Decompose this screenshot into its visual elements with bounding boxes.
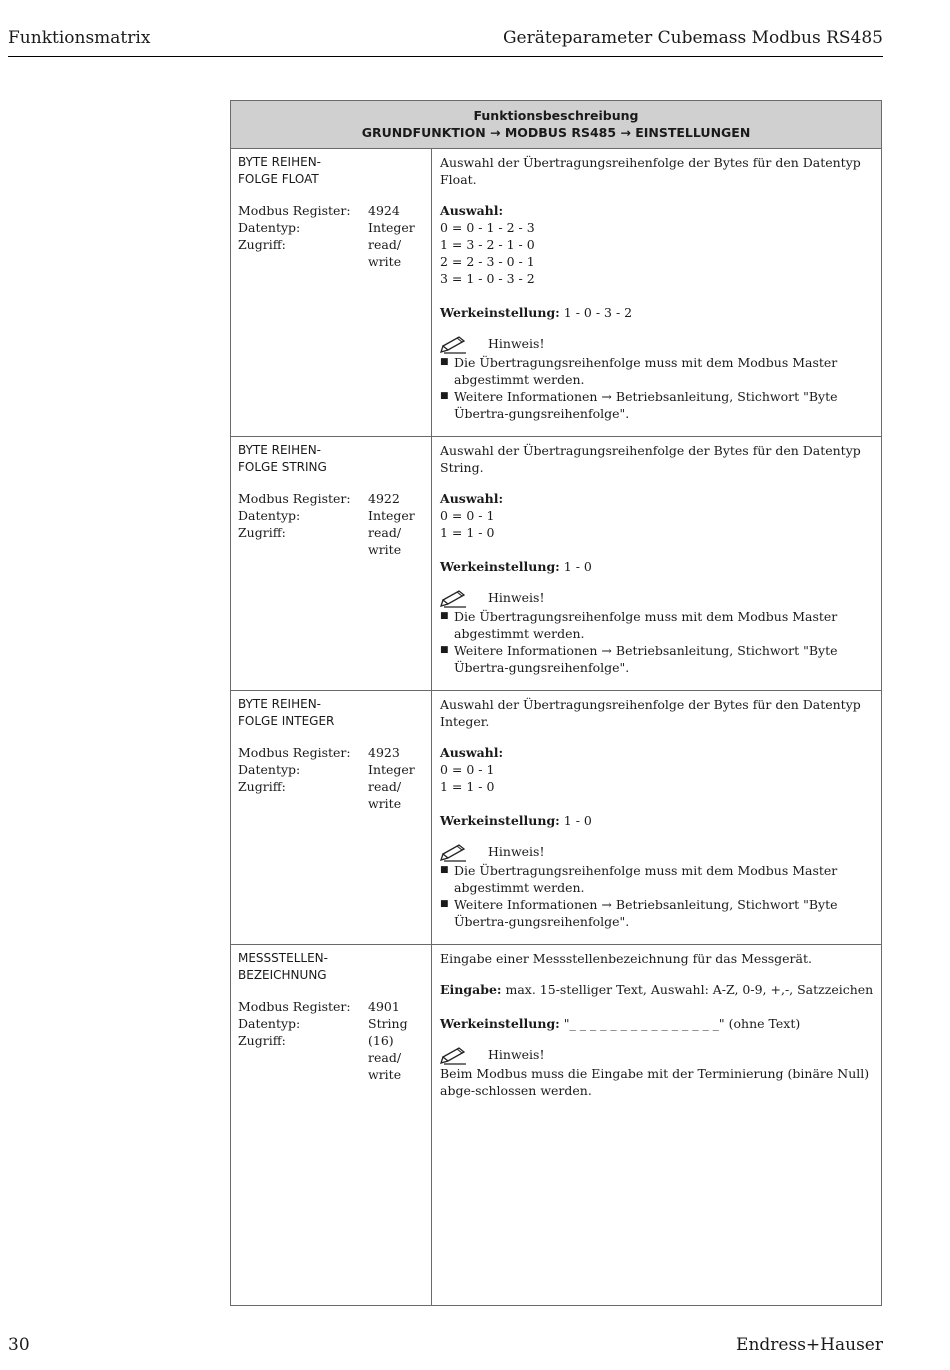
datatype-label: Datentyp:	[238, 1016, 301, 1031]
datatype-value: Integer	[368, 220, 415, 235]
list-item: ■ Die Übertragungsreihenfolge muss mit dem Modbus Master abgestimmt werden.	[440, 863, 838, 895]
parameter-info	[238, 154, 424, 270]
brand-name: Endress+Hauser	[736, 1335, 883, 1355]
parameter-description	[440, 696, 876, 930]
bullet-icon: ■	[440, 899, 449, 909]
default-setting	[440, 304, 876, 321]
description-text: Auswahl der Übertragungsreihenfolge der Bytes für den Datentyp Float.	[440, 155, 861, 187]
table-header-path: GRUNDFUNKTION → MODBUS RS485 → EINSTELLUNGEN	[361, 125, 751, 140]
default-setting	[440, 1015, 876, 1032]
default-value: 1 - 0 - 3 - 2	[559, 305, 633, 320]
default-label: Werkeinstellung:	[440, 305, 560, 320]
page-number: 30	[8, 1335, 30, 1355]
access-value: read/	[368, 237, 402, 252]
list-item: ■ Die Übertragungsreihenfolge muss mit dem Modbus Master abgestimmt werden.	[440, 609, 838, 641]
datatype-label: Datentyp:	[238, 220, 301, 235]
note-heading	[440, 841, 876, 862]
input-spec	[440, 981, 876, 998]
option-item: 0 = 0 - 1 - 2 - 3	[440, 220, 535, 235]
bullet-icon: ■	[440, 357, 449, 367]
note-heading	[440, 1044, 876, 1065]
description-text: Eingabe einer Messstellenbezeichnung für das Messgerät.	[440, 951, 812, 966]
option-item: 3 = 1 - 0 - 3 - 2	[440, 271, 535, 286]
selection-label: Auswahl:	[440, 745, 504, 760]
description-text: Auswahl der Übertragungsreihenfolge der Bytes für den Datentyp String.	[440, 443, 861, 475]
parameter-description	[440, 154, 876, 422]
input-label: Eingabe:	[440, 982, 502, 997]
datatype-value: String	[368, 1016, 408, 1031]
option-item: 0 = 0 - 1	[440, 762, 495, 777]
page-header-title: Geräteparameter Cubemass Modbus RS485	[502, 28, 883, 48]
option-item: 1 = 1 - 0	[440, 525, 495, 540]
parameter-title: BEZEICHNUNG	[238, 968, 327, 982]
option-item: 1 = 3 - 2 - 1 - 0	[440, 237, 535, 252]
function-table	[230, 100, 882, 1306]
default-label: Werkeinstellung:	[440, 1016, 560, 1031]
parameter-title: BYTE REIHEN-	[238, 697, 322, 711]
selection-label: Auswahl:	[440, 203, 504, 218]
datatype-label: Datentyp:	[238, 762, 301, 777]
list-item: ■ Weitere Informationen → Betriebsanleitung, Stichwort "Byte Übertra-gungsreihenfolge".	[440, 897, 838, 929]
datatype-value: (16)	[368, 1033, 394, 1048]
table-header-title: Funktionsbeschreibung	[473, 108, 639, 123]
access-value: write	[368, 796, 402, 811]
default-setting	[440, 812, 876, 829]
list-item: ■ Weitere Informationen → Betriebsanleitung, Stichwort "Byte Übertra-gungsreihenfolge".	[440, 389, 838, 421]
list-item: ■ Die Übertragungsreihenfolge muss mit dem Modbus Master abgestimmt werden.	[440, 355, 838, 387]
register-value: 4924	[368, 203, 400, 218]
default-label: Werkeinstellung:	[440, 559, 560, 574]
parameter-info	[238, 442, 424, 558]
parameter-description	[440, 950, 876, 1099]
parameter-info	[238, 950, 424, 1083]
default-label: Werkeinstellung:	[440, 813, 560, 828]
access-label: Zugriff:	[238, 525, 286, 540]
bullet-icon: ■	[440, 865, 449, 875]
parameter-title: FOLGE FLOAT	[238, 172, 319, 186]
note-label: Hinweis!	[488, 336, 545, 351]
parameter-title: FOLGE INTEGER	[238, 714, 335, 728]
list-item: ■ Weitere Informationen → Betriebsanleitung, Stichwort "Byte Übertra-gungsreihenfolge".	[440, 643, 838, 675]
default-value: "_ _ _ _ _ _ _ _ _ _ _ _ _ _ _" (ohne Text)	[559, 1016, 801, 1031]
description-text: Auswahl der Übertragungsreihenfolge der Bytes für den Datentyp Integer.	[440, 697, 861, 729]
access-value: write	[368, 254, 402, 269]
note-heading	[440, 333, 876, 354]
register-label: Modbus Register:	[238, 999, 351, 1014]
selection-label: Auswahl:	[440, 491, 504, 506]
bullet-icon: ■	[440, 645, 449, 655]
register-value: 4922	[368, 491, 400, 506]
note-label: Hinweis!	[488, 844, 545, 859]
bullet-icon: ■	[440, 611, 449, 621]
option-item: 1 = 1 - 0	[440, 779, 495, 794]
access-value: read/	[368, 525, 402, 540]
datatype-label: Datentyp:	[238, 508, 301, 523]
table-row	[231, 691, 881, 944]
table-row	[231, 149, 881, 436]
register-value: 4901	[368, 999, 400, 1014]
input-value: max. 15-stelliger Text, Auswahl: A-Z, 0-9, +,-, Satzzeichen	[501, 982, 874, 997]
table-row	[231, 945, 881, 1306]
datatype-value: Integer	[368, 508, 415, 523]
register-label: Modbus Register:	[238, 491, 351, 506]
default-value: 1 - 0	[559, 559, 592, 574]
access-value: read/	[368, 1050, 402, 1065]
register-value: 4923	[368, 745, 400, 760]
page-header-section: Funktionsmatrix	[8, 28, 151, 48]
access-value: write	[368, 1067, 402, 1082]
datatype-value: Integer	[368, 762, 415, 777]
option-item: 2 = 2 - 3 - 0 - 1	[440, 254, 535, 269]
bullet-icon: ■	[440, 391, 449, 401]
access-label: Zugriff:	[238, 779, 286, 794]
default-value: 1 - 0	[559, 813, 592, 828]
note-text: Beim Modbus muss die Eingabe mit der Terminierung (binäre Null) abge-schlossen werden.	[440, 1066, 870, 1098]
access-value: write	[368, 542, 402, 557]
pencil-icon	[440, 588, 468, 608]
parameter-info	[238, 696, 424, 812]
table-header	[231, 101, 881, 149]
option-item: 0 = 0 - 1	[440, 508, 495, 523]
table-row	[231, 437, 881, 690]
parameter-title: BYTE REIHEN-	[238, 155, 322, 169]
default-setting	[440, 558, 876, 575]
parameter-title: BYTE REIHEN-	[238, 443, 322, 457]
pencil-icon	[440, 1045, 468, 1065]
parameter-description	[440, 442, 876, 676]
register-label: Modbus Register:	[238, 203, 351, 218]
parameter-title: MESSSTELLEN-	[238, 951, 328, 965]
access-label: Zugriff:	[238, 1033, 286, 1048]
note-heading	[440, 587, 876, 608]
note-label: Hinweis!	[488, 590, 545, 605]
header-rule	[8, 56, 883, 57]
pencil-icon	[440, 842, 468, 862]
pencil-icon	[440, 334, 468, 354]
note-label: Hinweis!	[488, 1047, 545, 1062]
access-value: read/	[368, 779, 402, 794]
access-label: Zugriff:	[238, 237, 286, 252]
parameter-title: FOLGE STRING	[238, 460, 327, 474]
register-label: Modbus Register:	[238, 745, 351, 760]
